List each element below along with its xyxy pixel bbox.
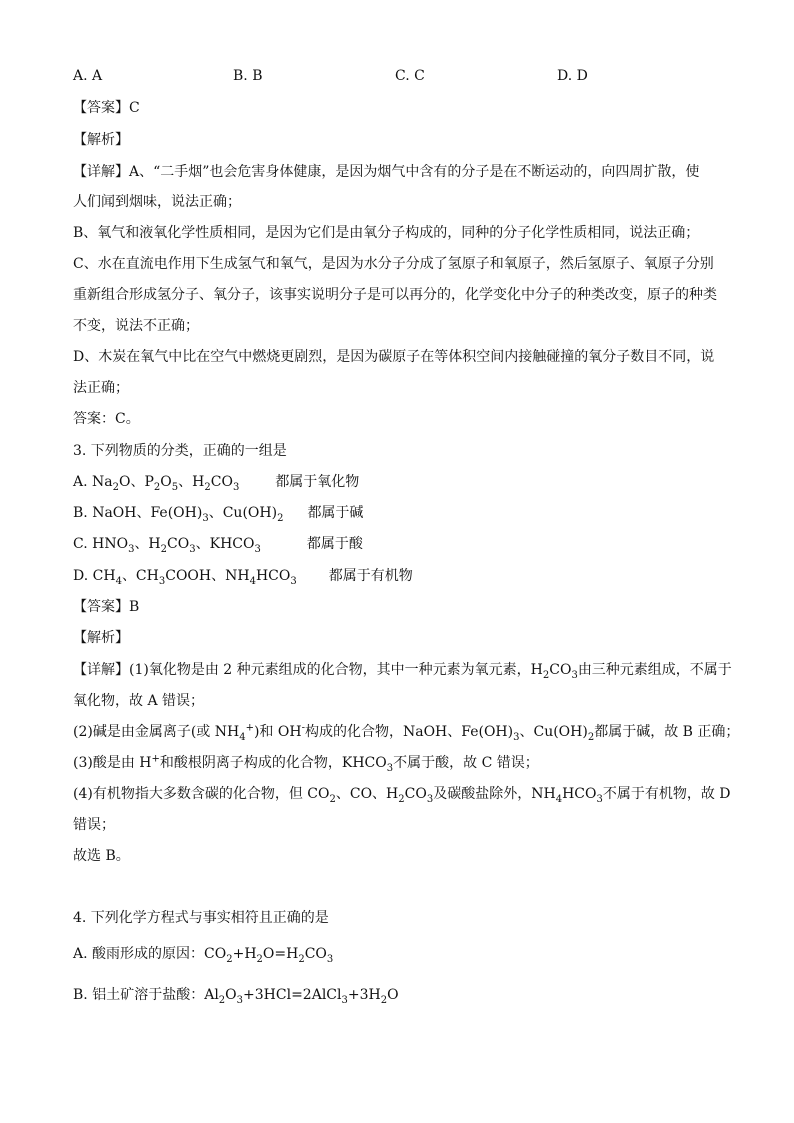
detail-text: 都属于碱，故 B 正确； — [594, 724, 740, 740]
formula-sub: 2 — [329, 793, 336, 805]
formula: CO — [167, 536, 190, 552]
q2-detail-line-2: 人们闻到烟味，说法正确； — [73, 194, 241, 210]
formula-sub: 3 — [326, 953, 334, 965]
formula: Al — [204, 987, 219, 1003]
formula: +H — [232, 946, 257, 962]
detail-text: )和 OH — [253, 724, 302, 740]
formula-sub: 3 — [128, 543, 135, 555]
q3-option-d — [73, 566, 723, 586]
detail-text: 不属于酸，故 C 错误； — [393, 755, 539, 771]
q3-detail-line-4 — [73, 753, 723, 773]
formula-sub: 3 — [426, 793, 434, 805]
formula-sub: 4 — [555, 793, 563, 805]
formula-sub: 4 — [239, 731, 246, 743]
formula-sub: 3 — [386, 762, 394, 774]
option-text: 都属于有机物 — [328, 568, 413, 584]
formula: O — [160, 474, 172, 490]
q2-detail-line-8: 法正确； — [73, 380, 129, 396]
detail-text: 和酸根阴离子构成的化合物，KHCO — [159, 755, 387, 771]
formula-sub: 2 — [112, 481, 119, 493]
q2-analysis-label: 【解析】 — [73, 132, 129, 148]
formula-sup: - — [301, 722, 305, 734]
formula-sub: 3 — [202, 512, 209, 524]
q2-detail-line-7: D、木炭在氧气中比在空气中燃烧更剧烈，是因为碳原子在等体积空间内接触碰撞的氧分子数目不同，说 — [73, 349, 715, 365]
formula-sub: 3 — [232, 481, 240, 493]
option-text: 都属于酸 — [306, 536, 363, 552]
formula-sub: 3 — [290, 575, 297, 587]
q2-option-b: B. B — [233, 68, 263, 84]
q3-detail-line-7: 故选 B。 — [73, 848, 130, 864]
formula-sub: 3 — [158, 575, 166, 587]
detail-text: 构成的化合物，NaOH、Fe(OH) — [304, 724, 514, 740]
formula-sub: 2 — [204, 481, 211, 493]
q2-detail-line-3: B、氧气和液氧化学性质相同，是因为它们是由氧分子构成的，同种的分子化学性质相同，说法正确； — [73, 225, 700, 241]
formula-sub: 3 — [341, 994, 348, 1006]
q2-detail-line-9: 答案：C。 — [73, 411, 140, 427]
formula-sub: 2 — [277, 512, 284, 524]
option-prefix: B. 铝土矿溶于盐酸： — [73, 987, 205, 1003]
formula: 、CH — [121, 568, 159, 584]
detail-text: (1)氧化物是由 2 种元素组成的化合物，其中一种元素为氧元素，H — [129, 662, 543, 678]
q2-detail-line-6: 不变，说法不正确； — [73, 318, 199, 334]
option-prefix: C. — [73, 536, 93, 552]
detail-text: (3)酸是由 H — [73, 755, 152, 771]
formula-sub: 2 — [218, 994, 226, 1006]
formula: 、H — [134, 536, 161, 552]
q4-option-a — [73, 944, 723, 964]
formula-sub: 5 — [171, 481, 179, 493]
formula: 、H — [178, 474, 205, 490]
formula: O=H — [262, 946, 299, 962]
formula: CO — [549, 662, 572, 678]
option-prefix: B. — [73, 505, 93, 521]
formula: HCO — [255, 568, 291, 584]
q4-option-b — [73, 985, 723, 1005]
formula-sub: 2 — [256, 953, 263, 965]
formula-sub: 3 — [189, 543, 196, 555]
detail-text: (4)有机物指大多数含碳的化合物，但 CO — [73, 786, 330, 802]
formula-sub: 3 — [513, 731, 520, 743]
detail-label: 【详解】 — [73, 164, 129, 180]
q2-detail-line-4: C、水在直流电作用下生成氢气和氧气，是因为水分子分成了氢原子和氧原子，然后氢原子、氧原子分别 — [73, 256, 714, 272]
formula-sub: 3 — [596, 793, 603, 805]
formula: O、P — [119, 474, 154, 490]
answer-value: C — [129, 100, 140, 116]
formula: NaOH、Fe(OH) — [92, 505, 203, 521]
formula: O — [225, 987, 237, 1003]
formula-sub: 3 — [236, 994, 244, 1006]
formula-sub: 2 — [160, 543, 168, 555]
formula-sub: 3 — [571, 669, 578, 681]
q2-option-a: A. A — [73, 68, 103, 84]
q3-detail-line-5 — [73, 784, 731, 805]
detail-text: 、CO、H — [335, 786, 399, 802]
formula: CO — [204, 946, 227, 962]
formula: CO — [304, 946, 327, 962]
formula: 、Cu(OH) — [208, 505, 278, 521]
q3-stem: 3. 下列物质的分类，正确的一组是 — [73, 443, 287, 459]
q3-detail-line-3 — [73, 722, 740, 743]
detail-text: 及碳酸盐除外，NH — [433, 786, 556, 802]
formula: CO — [404, 786, 427, 802]
formula: COOH、NH — [165, 568, 250, 584]
formula: HCO — [562, 786, 597, 802]
q3-option-b — [73, 503, 723, 523]
formula-sub: 2 — [153, 481, 161, 493]
q3-detail-line-6: 错误； — [73, 817, 115, 833]
detail-text: 由三种元素组成，不属于 — [577, 662, 732, 678]
formula-sup: + — [151, 753, 160, 765]
q2-detail-line-1 — [73, 162, 723, 182]
formula: O — [387, 987, 399, 1003]
formula: +3HCl=2AlCl — [243, 987, 342, 1003]
formula: 、KHCO — [195, 536, 255, 552]
q2-option-c: C. C — [395, 68, 425, 84]
formula-sub: 2 — [226, 953, 233, 965]
formula: Na — [92, 474, 113, 490]
option-prefix: A. — [73, 474, 93, 490]
formula: CO — [210, 474, 233, 490]
formula-sub: 2 — [398, 793, 405, 805]
option-prefix: D. — [73, 568, 93, 584]
option-text: 都属于碱 — [307, 505, 364, 521]
q3-detail-line-2: 氧化物，故 A 错误； — [73, 693, 205, 709]
formula: +3H — [347, 987, 381, 1003]
formula: CH — [92, 568, 116, 584]
q2-detail-line-5: 重新组合形成氢分子、氧分子，该事实说明分子是可以再分的，化学变化中分子的种类改变，原子的种类 — [73, 287, 717, 303]
formula-sup: + — [245, 722, 254, 734]
option-text: 都属于氧化物 — [275, 474, 360, 490]
q3-analysis-label: 【解析】 — [73, 630, 129, 646]
detail-text: 不属于有机物，故 D — [602, 786, 731, 802]
q2-answer — [73, 98, 723, 118]
detail-label: 【详解】 — [73, 662, 129, 678]
answer-value: B — [129, 599, 140, 615]
formula-sub: 2 — [587, 731, 595, 743]
option-prefix: A. 酸雨形成的原因： — [73, 946, 205, 962]
answer-label: 【答案】 — [73, 599, 129, 615]
formula-sub: 2 — [380, 994, 388, 1006]
q4-stem: 4. 下列化学方程式与事实相符且正确的是 — [73, 910, 329, 926]
detail-text: 、Cu(OH) — [519, 724, 588, 740]
q3-answer — [73, 597, 723, 617]
formula: HNO — [92, 536, 129, 552]
formula-sub: 4 — [115, 575, 122, 587]
formula-sub: 3 — [254, 543, 261, 555]
formula-sub: 4 — [249, 575, 256, 587]
answer-label: 【答案】 — [73, 100, 129, 116]
formula-sub: 2 — [542, 669, 550, 681]
q3-option-c — [73, 534, 723, 554]
detail-text: A、“二手烟”也会危害身体健康，是因为烟气中含有的分子是在不断运动的，向四周扩散，使 — [129, 164, 700, 180]
detail-text: (2)碱是由金属离子(或 NH — [73, 724, 240, 740]
q3-detail-line-1 — [73, 660, 732, 681]
q2-option-d: D. D — [557, 68, 588, 84]
formula-sub: 2 — [298, 953, 305, 965]
q3-option-a — [73, 472, 723, 492]
